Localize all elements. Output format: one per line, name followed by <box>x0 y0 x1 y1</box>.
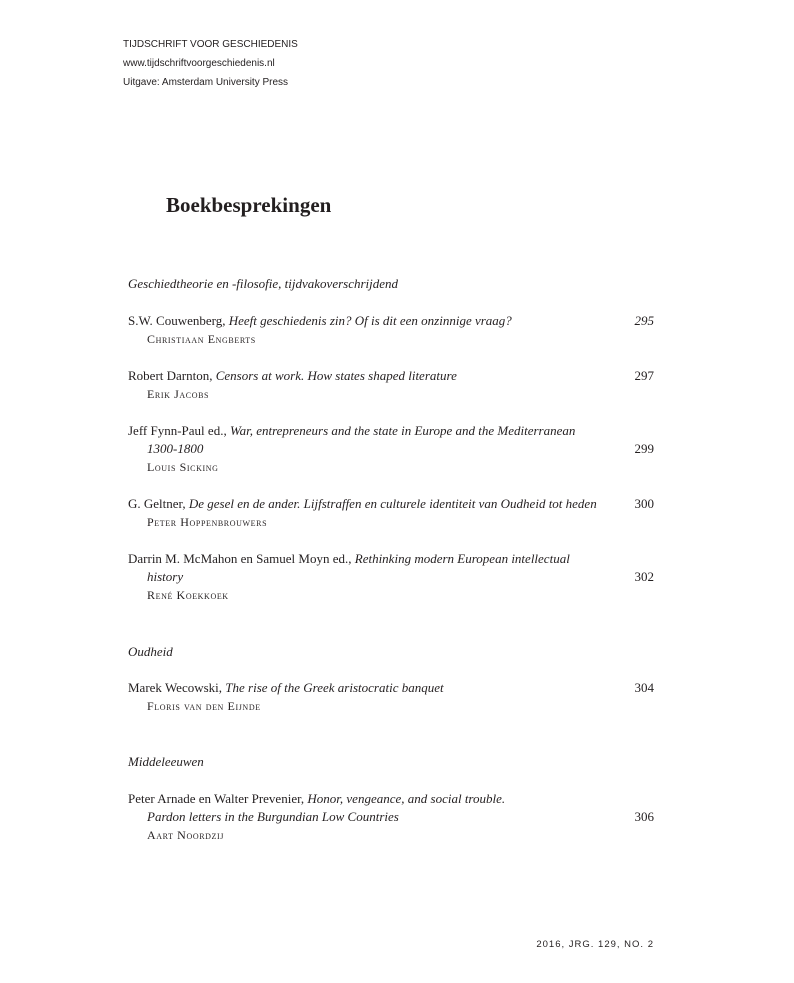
citation-line <box>128 495 654 513</box>
book-title: De gesel en de ander. Lijfstraffen en culturele identiteit van Oudheid tot heden <box>188 496 597 511</box>
page-number: 300 <box>634 496 654 511</box>
book-author: G. Geltner, <box>128 496 186 511</box>
book-title-continued: history <box>147 569 184 584</box>
citation-line <box>128 312 654 330</box>
review-entry <box>128 312 654 348</box>
book-author: S.W. Couwenberg, <box>128 313 226 328</box>
journal-header <box>123 35 298 92</box>
citation-line-continued <box>128 568 654 586</box>
citation-line-continued <box>128 440 654 458</box>
reviewer-name: Aart Noordzij <box>147 828 224 842</box>
book-title: War, entrepreneurs and the state in Europe and the Mediterranean <box>229 423 576 438</box>
journal-name: TIJDSCHRIFT VOOR GESCHIEDENIS <box>123 39 298 50</box>
page-number: 306 <box>634 809 654 824</box>
page-number: 295 <box>634 313 654 328</box>
citation-line <box>128 550 654 568</box>
section-heading: Middeleeuwen <box>128 754 204 769</box>
review-entry <box>128 679 654 715</box>
section-heading: Geschiedtheorie en -filosofie, tijdvakoverschrijdend <box>128 276 399 291</box>
book-title: Honor, vengeance, and social trouble. <box>307 791 506 806</box>
review-entry <box>128 790 654 844</box>
page-number: 304 <box>634 680 654 695</box>
book-title: Censors at work. How states shaped literature <box>215 368 457 383</box>
journal-website: www.tijdschriftvoorgeschiedenis.nl <box>123 58 275 69</box>
review-entry <box>128 422 654 476</box>
book-author: Darrin M. McMahon en Samuel Moyn ed., <box>128 551 352 566</box>
journal-publisher: Uitgave: Amsterdam University Press <box>123 77 289 88</box>
reviewer-name: Erik Jacobs <box>147 387 210 401</box>
page-number: 297 <box>634 368 654 383</box>
page-number: 299 <box>634 441 654 456</box>
page-number: 302 <box>634 569 654 584</box>
book-title-continued: 1300-1800 <box>147 441 204 456</box>
book-author: Peter Arnade en Walter Prevenier, <box>128 791 305 806</box>
review-entry <box>128 550 654 604</box>
citation-line <box>128 367 654 385</box>
book-title: The rise of the Greek aristocratic banquet <box>225 680 444 695</box>
book-author: Marek Wecowski, <box>128 680 223 695</box>
review-entry <box>128 495 654 531</box>
citation-line <box>128 790 654 808</box>
reviewer-name: René Koekkoek <box>147 588 229 602</box>
citation-line <box>128 679 654 697</box>
book-author: Robert Darnton, <box>128 368 213 383</box>
book-title: Rethinking modern European intellectual <box>354 551 570 566</box>
issue-footer: 2016, JRG. 129, NO. 2 <box>536 939 654 950</box>
citation-line-continued <box>128 808 654 826</box>
reviewer-name: Christiaan Engberts <box>147 332 256 346</box>
reviewer-name: Peter Hoppenbrouwers <box>147 515 268 529</box>
section-heading: Oudheid <box>128 644 173 659</box>
citation-line <box>128 422 654 440</box>
book-author: Jeff Fynn-Paul ed., <box>128 423 227 438</box>
reviewer-name: Floris van den Eijnde <box>147 699 261 713</box>
page-title: Boekbesprekingen <box>166 193 332 217</box>
book-title-continued: Pardon letters in the Burgundian Low Countries <box>147 809 399 824</box>
book-title: Heeft geschiedenis zin? Of is dit een onzinnige vraag? <box>228 313 512 328</box>
review-entry <box>128 367 654 403</box>
reviewer-name: Louis Sicking <box>147 460 219 474</box>
